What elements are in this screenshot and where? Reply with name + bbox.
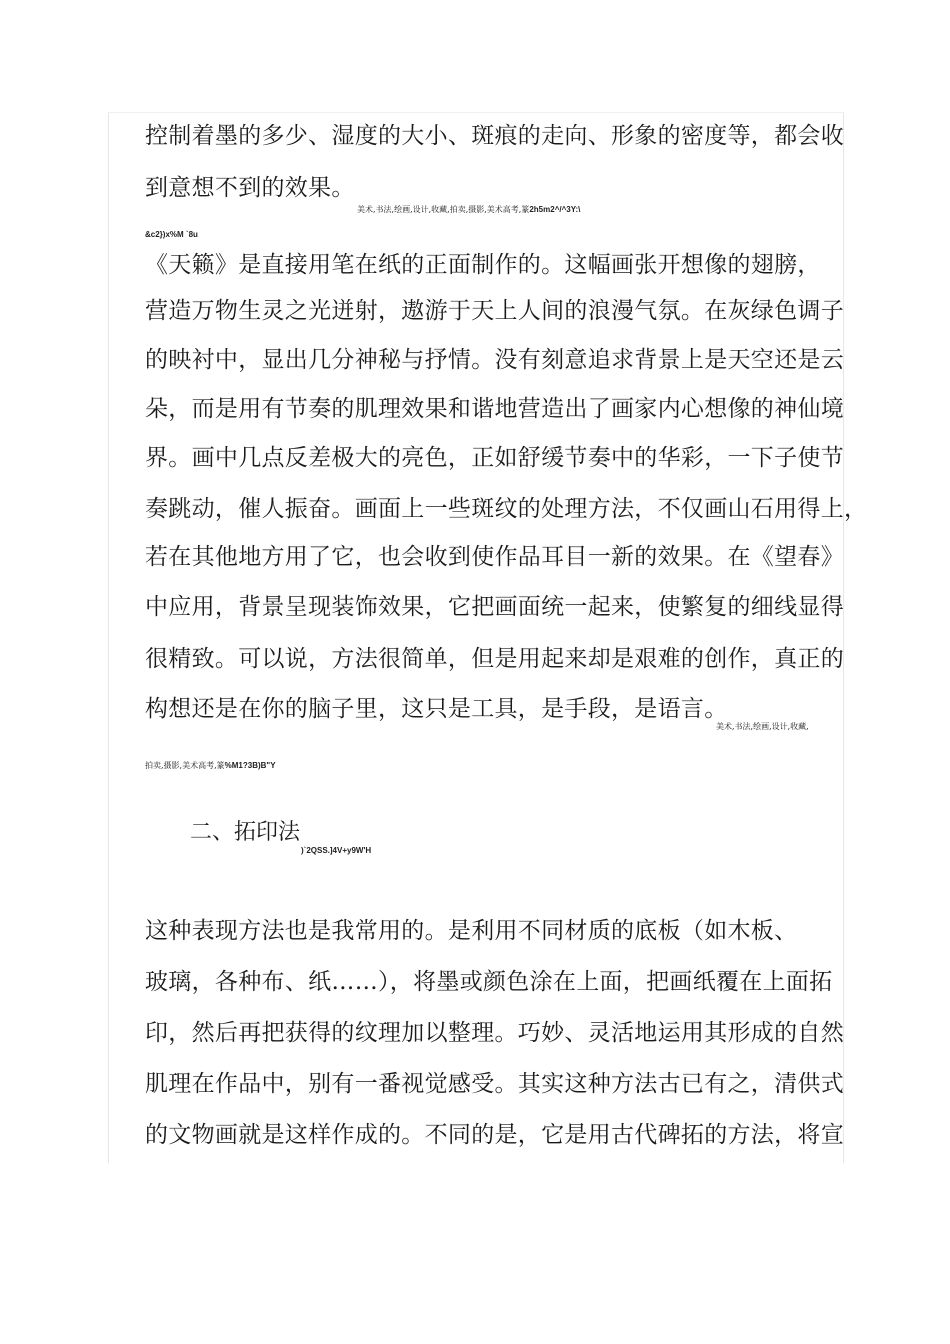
watermark-code: %M1?3B)B"Y xyxy=(224,761,276,770)
paragraph-line: 构想还是在你的脑子里，这只是工具，是手段，是语言。 xyxy=(145,696,728,722)
paragraph-line: 的映衬中，显出几分神秘与抒情。没有刻意追求背景上是天空还是云 xyxy=(145,347,844,373)
watermark-text: 美术,书法,绘画,设计,收藏, xyxy=(716,722,809,731)
paragraph-line: 营造万物生灵之光迸射，遨游于天上人间的浪漫气氛。在灰绿色调子 xyxy=(145,298,844,324)
paragraph-line: 控制着墨的多少、湿度的大小、斑痕的走向、形象的密度等，都会收 xyxy=(145,123,844,149)
paragraph-line: 肌理在作品中，别有一番视觉感受。其实这种方法古已有之，清供式 xyxy=(145,1071,844,1097)
paragraph-line: 《天籁》是直接用笔在纸的正面制作的。这幅画张开想像的翅膀， xyxy=(145,252,821,278)
paragraph-line: 奏跳动，催人振奋。画面上一些斑纹的处理方法，不仅画山石用得上， xyxy=(145,496,868,522)
paragraph-line: 朵，而是用有节奏的肌理效果和谐地营造出了画家内心想像的神仙境 xyxy=(145,396,844,422)
paragraph-line: 印，然后再把获得的纹理加以整理。巧妙、灵活地运用其形成的自然 xyxy=(145,1020,844,1046)
paragraph-line: 很精致。可以说，方法很简单，但是用起来却是艰难的创作，真正的 xyxy=(145,646,844,672)
watermark-code: 2h5m2^/^3Y:\ xyxy=(529,205,581,214)
watermark-line xyxy=(357,197,580,216)
paragraph-line: 玻璃，各种布、纸……），将墨或颜色涂在上面，把画纸覆在上面拓 xyxy=(145,969,833,995)
watermark-code: &c2})x%M `8u xyxy=(145,230,198,239)
watermark-code: )`2QSS.]4V+y9W'H xyxy=(301,846,372,855)
paragraph-line: 中应用，背景呈现装饰效果，它把画面统一起来，使繁复的细线显得 xyxy=(145,594,844,620)
paragraph-line: 到意想不到的效果。 xyxy=(145,175,355,201)
paragraph-line: 界。画中几点反差极大的亮色，正如舒缓节奏中的华彩，一下子使节 xyxy=(145,445,844,471)
watermark-text: 美术,书法,绘画,设计,收藏,拍卖,摄影,美术高考,篆 xyxy=(357,205,530,214)
watermark-text: 拍卖,摄影,美术高考,篆 xyxy=(145,761,225,770)
watermark-line xyxy=(145,753,276,772)
section-heading: 二、拓印法 xyxy=(190,820,301,845)
paragraph-line: 的文物画就是这样作成的。不同的是，它是用古代碑拓的方法，将宣 xyxy=(145,1122,844,1148)
paragraph-line: 若在其他地方用了它，也会收到使作品耳目一新的效果。在《望春》 xyxy=(145,544,844,570)
paragraph-line: 这种表现方法也是我常用的。是利用不同材质的底板（如木板、 xyxy=(145,918,798,944)
